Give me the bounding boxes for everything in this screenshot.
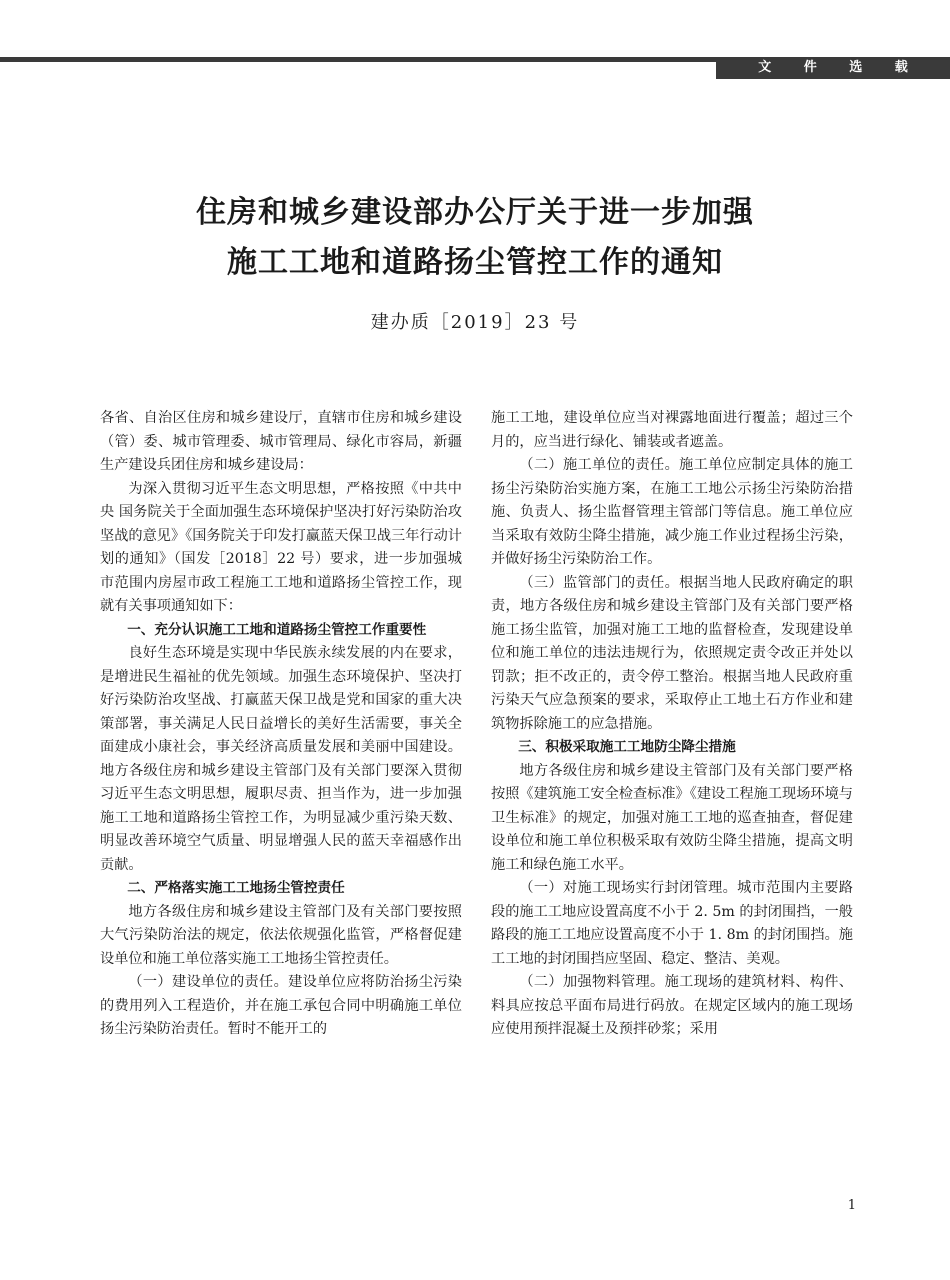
right-column — [491, 407, 853, 1042]
body-paragraph: （二）施工单位的责任。施工单位应制定具体的施工扬尘污染防治实施方案，在施工工地公示扬尘污染防治措施、负责人、扬尘监督管理主管部门等信息。施工单位应当采取有效防尘降尘措施，减少施工作业过程扬尘污染，并做好扬尘污染防治工作。 — [491, 457, 853, 567]
document-number: 建办质［2019］23 号 — [370, 312, 580, 333]
body-paragraph: 为深入贯彻习近平生态文明思想，严格按照《中共中央 国务院关于全面加强生态环境保护坚决打好污染防治攻坚战的意见》《国务院关于印发打赢蓝天保卫战三年行动计划的通知》（国发［2018］22 号）要求，进一步加强城市范围内房屋市政工程施工工地和道路扬尘管控工作，现就有关事项通知如下： — [100, 480, 462, 614]
title-line-1: 住房和城乡建设部办公厅关于进一步加强 — [196, 195, 754, 230]
salutation-paragraph: 各省、自治区住房和城乡建设厅，直辖市住房和城乡建设（管）委、城市管理委、城市管理局、绿化市容局，新疆生产建设兵团住房和城乡建设局： — [100, 410, 462, 473]
page-number: 1 — [847, 1198, 856, 1213]
document-title — [0, 188, 950, 288]
body-paragraph: 良好生态环境是实现中华民族永续发展的内在要求，是增进民生福祉的优先领域。加强生态环境保护、坚决打好污染防治攻坚战、打赢蓝天保卫战是党和国家的重大决策部署，事关满足人民日益增长的美好生活需要，事关全面建成小康社会，事关经济高质量发展和美丽中国建设。地方各级住房和城乡建设主管部门及有关部门要深入贯彻习近平生态文明思想，履职尽责、担当作为，进一步加强施工工地和道路扬尘管控工作，为明显减少重污染天数、明显改善环境空气质量、明显增强人民的蓝天幸福感作出贡献。 — [100, 645, 462, 873]
section-tag: 文 件 选 载 — [716, 57, 950, 79]
body-paragraph: 地方各级住房和城乡建设主管部门及有关部门要按照大气污染防治法的规定，依法依规强化监管，严格督促建设单位和施工单位落实施工工地扬尘管控责任。 — [100, 903, 462, 967]
left-column — [100, 407, 462, 1042]
body-paragraph: （三）监管部门的责任。根据当地人民政府确定的职责，地方各级住房和城乡建设主管部门及有关部门要严格施工扬尘监管，加强对施工工地的监督检查，发现建设单位和施工单位的违法违规行为，依照规定责令改正并处以罚款；拒不改正的，责令停工整治。根据当地人民政府重污染天气应急预案的要求，采取停止工地土石方作业和建筑物拆除施工的应急措施。 — [491, 574, 853, 732]
body-paragraph: （一）对施工现场实行封闭管理。城市范围内主要路段的施工工地应设置高度不小于 2. 5m 的封闭围挡，一般路段的施工工地应设置高度不小于 1. 8m 的封闭围挡。施工工地的封闭围挡应坚固、稳定、整洁、美观。 — [491, 880, 853, 967]
body-paragraph: 施工工地，建设单位应当对裸露地面进行覆盖；超过三个月的，应当进行绿化、铺装或者遮盖。 — [491, 410, 853, 450]
section-heading: 三、积极采取施工工地防尘降尘措施 — [518, 739, 736, 755]
title-line-2: 施工工地和道路扬尘管控工作的通知 — [227, 245, 723, 280]
section-heading: 二、严格落实施工工地扬尘管控责任 — [127, 880, 345, 896]
body-paragraph: （一）建设单位的责任。建设单位应将防治扬尘污染的费用列入工程造价，并在施工承包合同中明确施工单位扬尘污染防治责任。暂时不能开工的 — [100, 974, 462, 1037]
body-paragraph: 地方各级住房和城乡建设主管部门及有关部门要严格按照《建筑施工安全检查标准》《建设工程施工现场环境与卫生标准》的规定，加强对施工工地的巡查抽查，督促建设单位和施工单位积极采取有效防尘降尘措施，提高文明施工和绿色施工水平。 — [491, 762, 853, 873]
section-heading: 一、充分认识施工工地和道路扬尘管控工作重要性 — [127, 621, 427, 638]
body-paragraph: （二）加强物料管理。施工现场的建筑材料、构件、料具应按总平面布局进行码放。在规定区域内的施工现场应使用预拌混凝土及预拌砂浆；采用 — [491, 974, 853, 1037]
